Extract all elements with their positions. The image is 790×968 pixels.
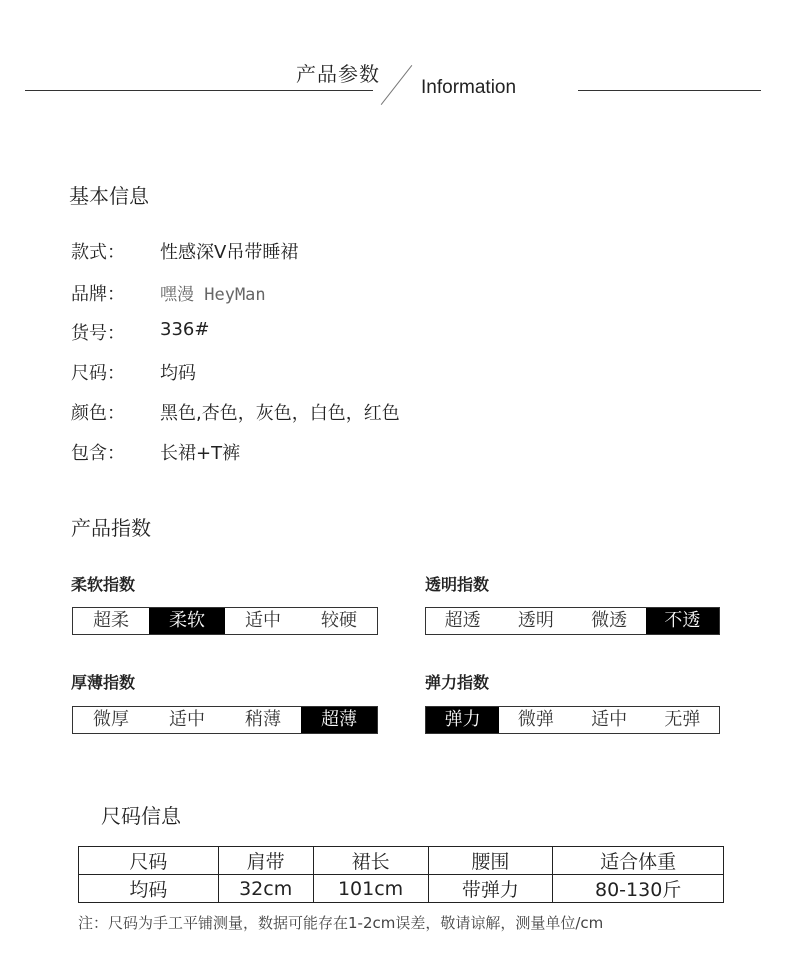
scale-option: 超柔 [93,610,129,631]
table-header-cell: 尺码 [79,847,219,875]
table-cell: 带弹力 [428,875,553,903]
table-cell: 101cm [313,875,428,903]
product-index-title: 产品指数 [71,516,151,540]
header-slash [381,65,413,105]
scale-option-selected: 超薄 [301,707,377,733]
header-title-cn: 产品参数 [296,62,380,86]
info-label: 品牌： [71,284,125,305]
scale-option-selected: 不透 [646,608,719,634]
info-label: 尺码： [71,363,125,384]
scale-option: 微弹 [517,709,554,730]
elasticity-scale [425,706,720,734]
info-label: 包含： [71,443,125,464]
info-value: 336# [160,319,210,340]
softness-index-title: 柔软指数 [71,575,136,594]
softness-scale [72,607,378,635]
info-label: 颜色： [71,403,125,424]
transparency-index-title: 透明指数 [425,575,490,594]
scale-option: 较硬 [321,610,357,631]
info-value: 均码 [160,363,196,384]
table-cell: 80-130斤 [553,875,724,903]
scale-option: 稍薄 [245,709,281,730]
header-title-en: Information [421,77,517,98]
basic-info-title: 基本信息 [69,184,149,208]
table-cell: 32cm [218,875,313,903]
scale-option: 无弹 [664,709,701,730]
table-header-row [79,847,724,875]
size-info-title: 尺码信息 [101,804,181,828]
size-table [78,846,724,903]
info-value: 性感深V吊带睡裙 [160,242,299,263]
scale-option-selected: 柔软 [149,608,225,634]
header-line-right [578,90,761,91]
table-cell: 均码 [79,875,219,903]
scale-option: 微透 [591,610,628,631]
transparency-scale [425,607,720,635]
scale-option-selected: 弹力 [426,707,499,733]
size-note: 注：尺码为手工平铺测量，数据可能存在1-2cm误差，敬请谅解，测量单位/cm [78,914,604,932]
table-header-cell: 腰围 [428,847,553,875]
scale-option: 适中 [591,709,628,730]
scale-option: 超透 [444,610,481,631]
info-value: 长裙+T裤 [160,443,241,464]
table-row [79,875,724,903]
header-line-left [25,90,373,91]
elasticity-index-title: 弹力指数 [425,673,490,692]
info-value: 嘿漫 HeyMan [160,285,266,305]
scale-option: 适中 [245,610,281,631]
scale-option: 微厚 [93,709,129,730]
table-header-cell: 肩带 [218,847,313,875]
thickness-scale [72,706,378,734]
scale-option: 适中 [169,709,205,730]
info-label: 货号： [71,323,125,344]
info-label: 款式： [71,242,125,263]
scale-option: 透明 [517,610,554,631]
thickness-index-title: 厚薄指数 [71,673,136,692]
info-value: 黑色,杏色，灰色，白色，红色 [160,403,400,424]
table-header-cell: 适合体重 [553,847,724,875]
table-header-cell: 裙长 [313,847,428,875]
